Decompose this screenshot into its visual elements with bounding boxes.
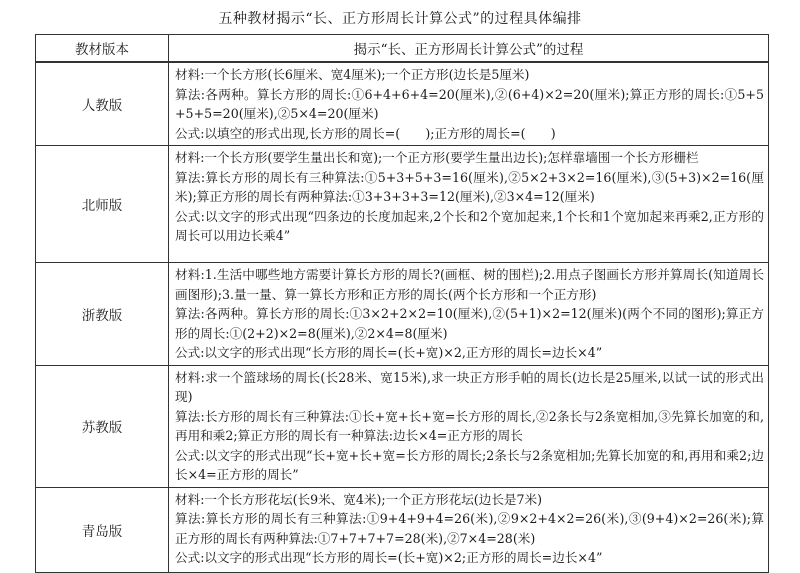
material-line: 材料:一个长方形花坛(长9米、宽4米);一个正方形花坛(边长是7米) bbox=[175, 491, 543, 507]
page-title: 五种教材揭示“长、正方形周长计算公式”的过程具体编排 bbox=[218, 11, 582, 27]
material-line: 材料:一个长方形(长6厘米、宽4厘米);一个正方形(边长是5厘米) bbox=[175, 67, 530, 82]
table-row bbox=[36, 146, 769, 263]
algorithm-line: 算法:长方形的周长有三种算法:①长+宽+长+宽=长方形的周长,②2条长与2条宽相加,③先算长加宽的和,再用和乘2;算正方形的周长有一种算法:边长×4=正方形的周长 bbox=[175, 408, 764, 443]
material-line: 材料:求一个篮球场的周长(长28米、宽15米),求一块正方形手帕的周长(边长是25厘米,以试一试的形式出现) bbox=[175, 369, 764, 404]
content-cell bbox=[169, 146, 769, 263]
algorithm-line: 算法:算长方形的周长有三种算法:①5+3+5+3=16(厘米),②5×2+3×2=16(厘米),③(5+3)×2=16(厘米);算正方形的周长有两种算法:①3+3+3+3=12(厘米),②3×4=12(厘米) bbox=[175, 169, 764, 204]
formula-line: 公式:以文字的形式出现“长方形的周长=(长+宽)×2,正方形的周长=边长×4” bbox=[175, 345, 603, 360]
table-row bbox=[36, 365, 769, 487]
header-version: 教材版本 bbox=[36, 35, 169, 63]
material-line: 材料:一个长方形(要学生量出长和宽);一个正方形(要学生量出边长);怎样靠墙围一个长方形栅栏 bbox=[175, 150, 699, 165]
table-header-row bbox=[36, 35, 769, 63]
version-cell: 苏教版 bbox=[36, 365, 169, 487]
content-cell bbox=[169, 62, 769, 146]
version-cell: 北师版 bbox=[36, 146, 169, 263]
version-cell: 人教版 bbox=[36, 62, 169, 146]
content-cell bbox=[169, 365, 769, 487]
formula-line: 公式:以文字的形式出现“长方形的周长=(长+宽)×2;正方形的周长=边长×4” bbox=[175, 550, 603, 565]
algorithm-line: 算法:各两种。算长方形的周长:①6+4+6+4=20(厘米),②(6+4)×2=20(厘米);算正方形的周长:①5+5+5+5=20(厘米),②5×4=20(厘米) bbox=[175, 86, 764, 121]
material-line: 材料:1.生活中哪些地方需要计算长方形的周长?(画框、树的围栏);2.用点子图画长方形并算周长(知道周长画图形);3.量一量、算一算长方形和正方形的周长(两个长方形和一个正方形) bbox=[175, 267, 764, 302]
header-process: 揭示“长、正方形周长计算公式”的过程 bbox=[169, 35, 769, 63]
version-cell: 浙教版 bbox=[36, 263, 169, 366]
table-row bbox=[36, 487, 769, 572]
formula-line: 公式:以文字的形式出现“四条边的长度加起来,2个长和2个宽加起来,1个长和1个宽加起来再乘2,正方形的周长可以用边长乘4” bbox=[175, 208, 764, 243]
table-row bbox=[36, 263, 769, 366]
textbook-comparison-table bbox=[35, 34, 769, 573]
version-cell: 青岛版 bbox=[36, 487, 169, 572]
formula-line: 公式:以填空的形式出现,长方形的周长=( );正方形的周长=( ) bbox=[175, 125, 556, 141]
formula-line: 公式:以文字的形式出现“长+宽+长+宽=长方形的周长;2条长与2条宽相加;先算长加宽的和,再用和乘2;边长×4=正方形的周长” bbox=[175, 447, 764, 482]
table-row bbox=[36, 62, 769, 146]
content-cell bbox=[169, 263, 769, 366]
algorithm-line: 算法:算长方形的周长有三种算法:①9+4+9+4=26(米),②9×2+4×2=26(米),③(9+4)×2=26(米);算正方形的周长有两种算法:①7+7+7+7=28(米),②7×4=28(米) bbox=[175, 511, 764, 546]
algorithm-line: 算法:各两种。算长方形的周长:①3×2+2×2=10(厘米),②(5+1)×2=12(厘米)(两个不同的图形);算正方形的周长:①(2+2)×2=8(厘米),②2×4=8(厘米) bbox=[175, 306, 764, 341]
content-cell bbox=[169, 487, 769, 572]
